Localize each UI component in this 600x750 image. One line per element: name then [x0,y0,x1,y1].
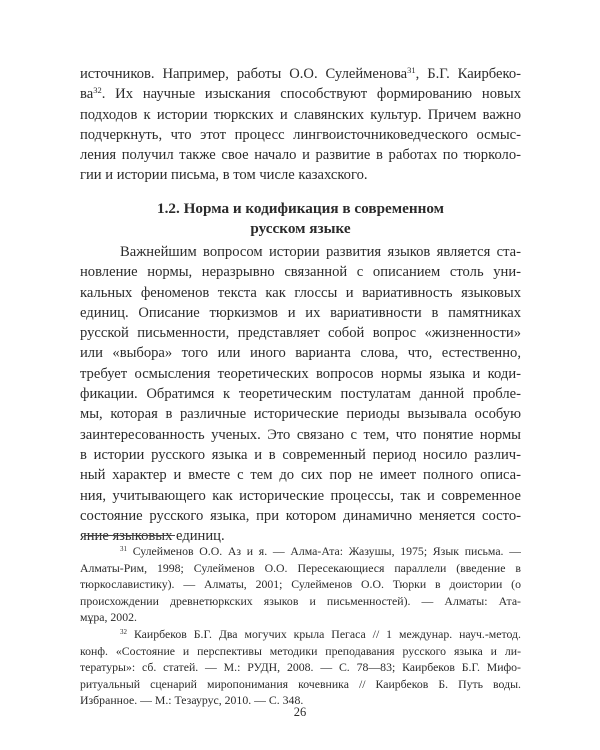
text-line: мы, которая в различные исторические периоды вызывала особую [80,406,521,423]
text-line: ния, учитывающего как исторические процессы, так и современное [80,487,521,504]
footnote-number-32: 32 [120,627,127,636]
text-line: новление нормы, неразрывно связанной с описанием столь уни- [80,264,521,281]
footnote-divider [84,535,175,536]
footnote-32-line: конф. «Состояние и перспективы методики преподавания русского языка и ли- [80,643,521,658]
text-line: гии и истории письма, в том числе казахского. [80,167,368,184]
text-line: ления получил также свое начало и развитие в работах по тюрколо- [80,147,521,164]
footnote-number-31: 31 [120,545,127,553]
footnote-32-line: ритуальный сценарий миропонимания кочевника // Каирбеков Б. Путь воды. [80,676,521,691]
text-line: требует осмысления теоретических вопросов нормы языка и коди- [80,365,521,382]
intro-paragraph [80,64,521,186]
section-heading-line-2: русском языке [250,220,351,237]
text-line: фикации. Обратимся к теоретическим постулатам данной пробле- [80,386,521,403]
footnote-31-line: мұра, 2002. [80,610,137,625]
text-line: кальных феноменов текста как глоссы и вариативность языковых [80,284,521,301]
main-paragraph [80,242,521,546]
text-line: состояние русского языка, при котором динамично меняется состо- [80,507,521,524]
footnote-ref-32[interactable]: 32 [93,85,102,96]
section-heading [80,199,521,239]
footnote-32-line: Избранное. — М.: Тезаурус, 2010. — С. 348. [80,693,304,708]
footnote-32-line: тературы»: сб. статей. — М.: РУДН, 2008. — С. 78—83; Каирбеков Б.Г. Мифо- [80,660,521,675]
footnote-31-line: происхождении древнетюркских языков и письменностей). — Алматы: Ата- [80,593,521,608]
page-number: 26 [293,705,307,719]
text-line: единиц. Описание тюркизмов и их вариативности в памятниках [80,304,521,321]
text-line: Важнейшим вопросом истории развития языков является ста- [120,244,521,260]
text-line: или «выбора» того или иного варианта слова, что, естественно, [80,345,521,362]
footnote-31-line: $^{31}$ Сулейменов О.О. Аз и я. — Алма-Ата: Жазушы, 1975; Язык письма. — [120,544,521,558]
text-line: подчеркнуть, что этот процесс лингвоисточниковедческого осмыс- [80,126,521,143]
text-line: подходов к истории тюркских и славянских культур. Причем важно [80,106,521,123]
footnote-ref-31[interactable]: 31 [407,65,416,75]
section-heading-line-1: 1.2. Норма и кодификация в современном [157,200,444,217]
text-line: $ва^{32}$. Их научные изыскания способствуют формированию новых [80,85,521,103]
text-line: яние языковых единиц. [80,528,225,545]
text-line: в истории русского языка и в современный период носило различ- [80,446,521,463]
footnote-32-line: $^{32}$ Каирбеков Б.Г. Два могучих крыла Пегаса // 1 междунар. науч.-метод. [120,626,521,641]
text-line: источников. Например, работы О.О. Сулейменова$^{31}$, Б.Г. Каирбеко- [80,65,521,82]
footnotes [80,543,521,709]
text-line: русской письменности, представляет собой вопрос «жизненности» [80,325,521,342]
footnote-31-line: Алматы-Рим, 1998; Сулейменов О.О. Пересекающиеся параллели (введение в [80,560,521,575]
footnote-31-line: тюркославистику). — Алматы, 2001; Сулейменов О.О. Тюрки в доистории (о [80,577,521,592]
text-line: ный характер и вместе с тем до сих пор не имеет полного описа- [80,467,521,484]
text-line: заинтересованность ученых. Это связано с тем, что понятие нормы [80,426,521,443]
